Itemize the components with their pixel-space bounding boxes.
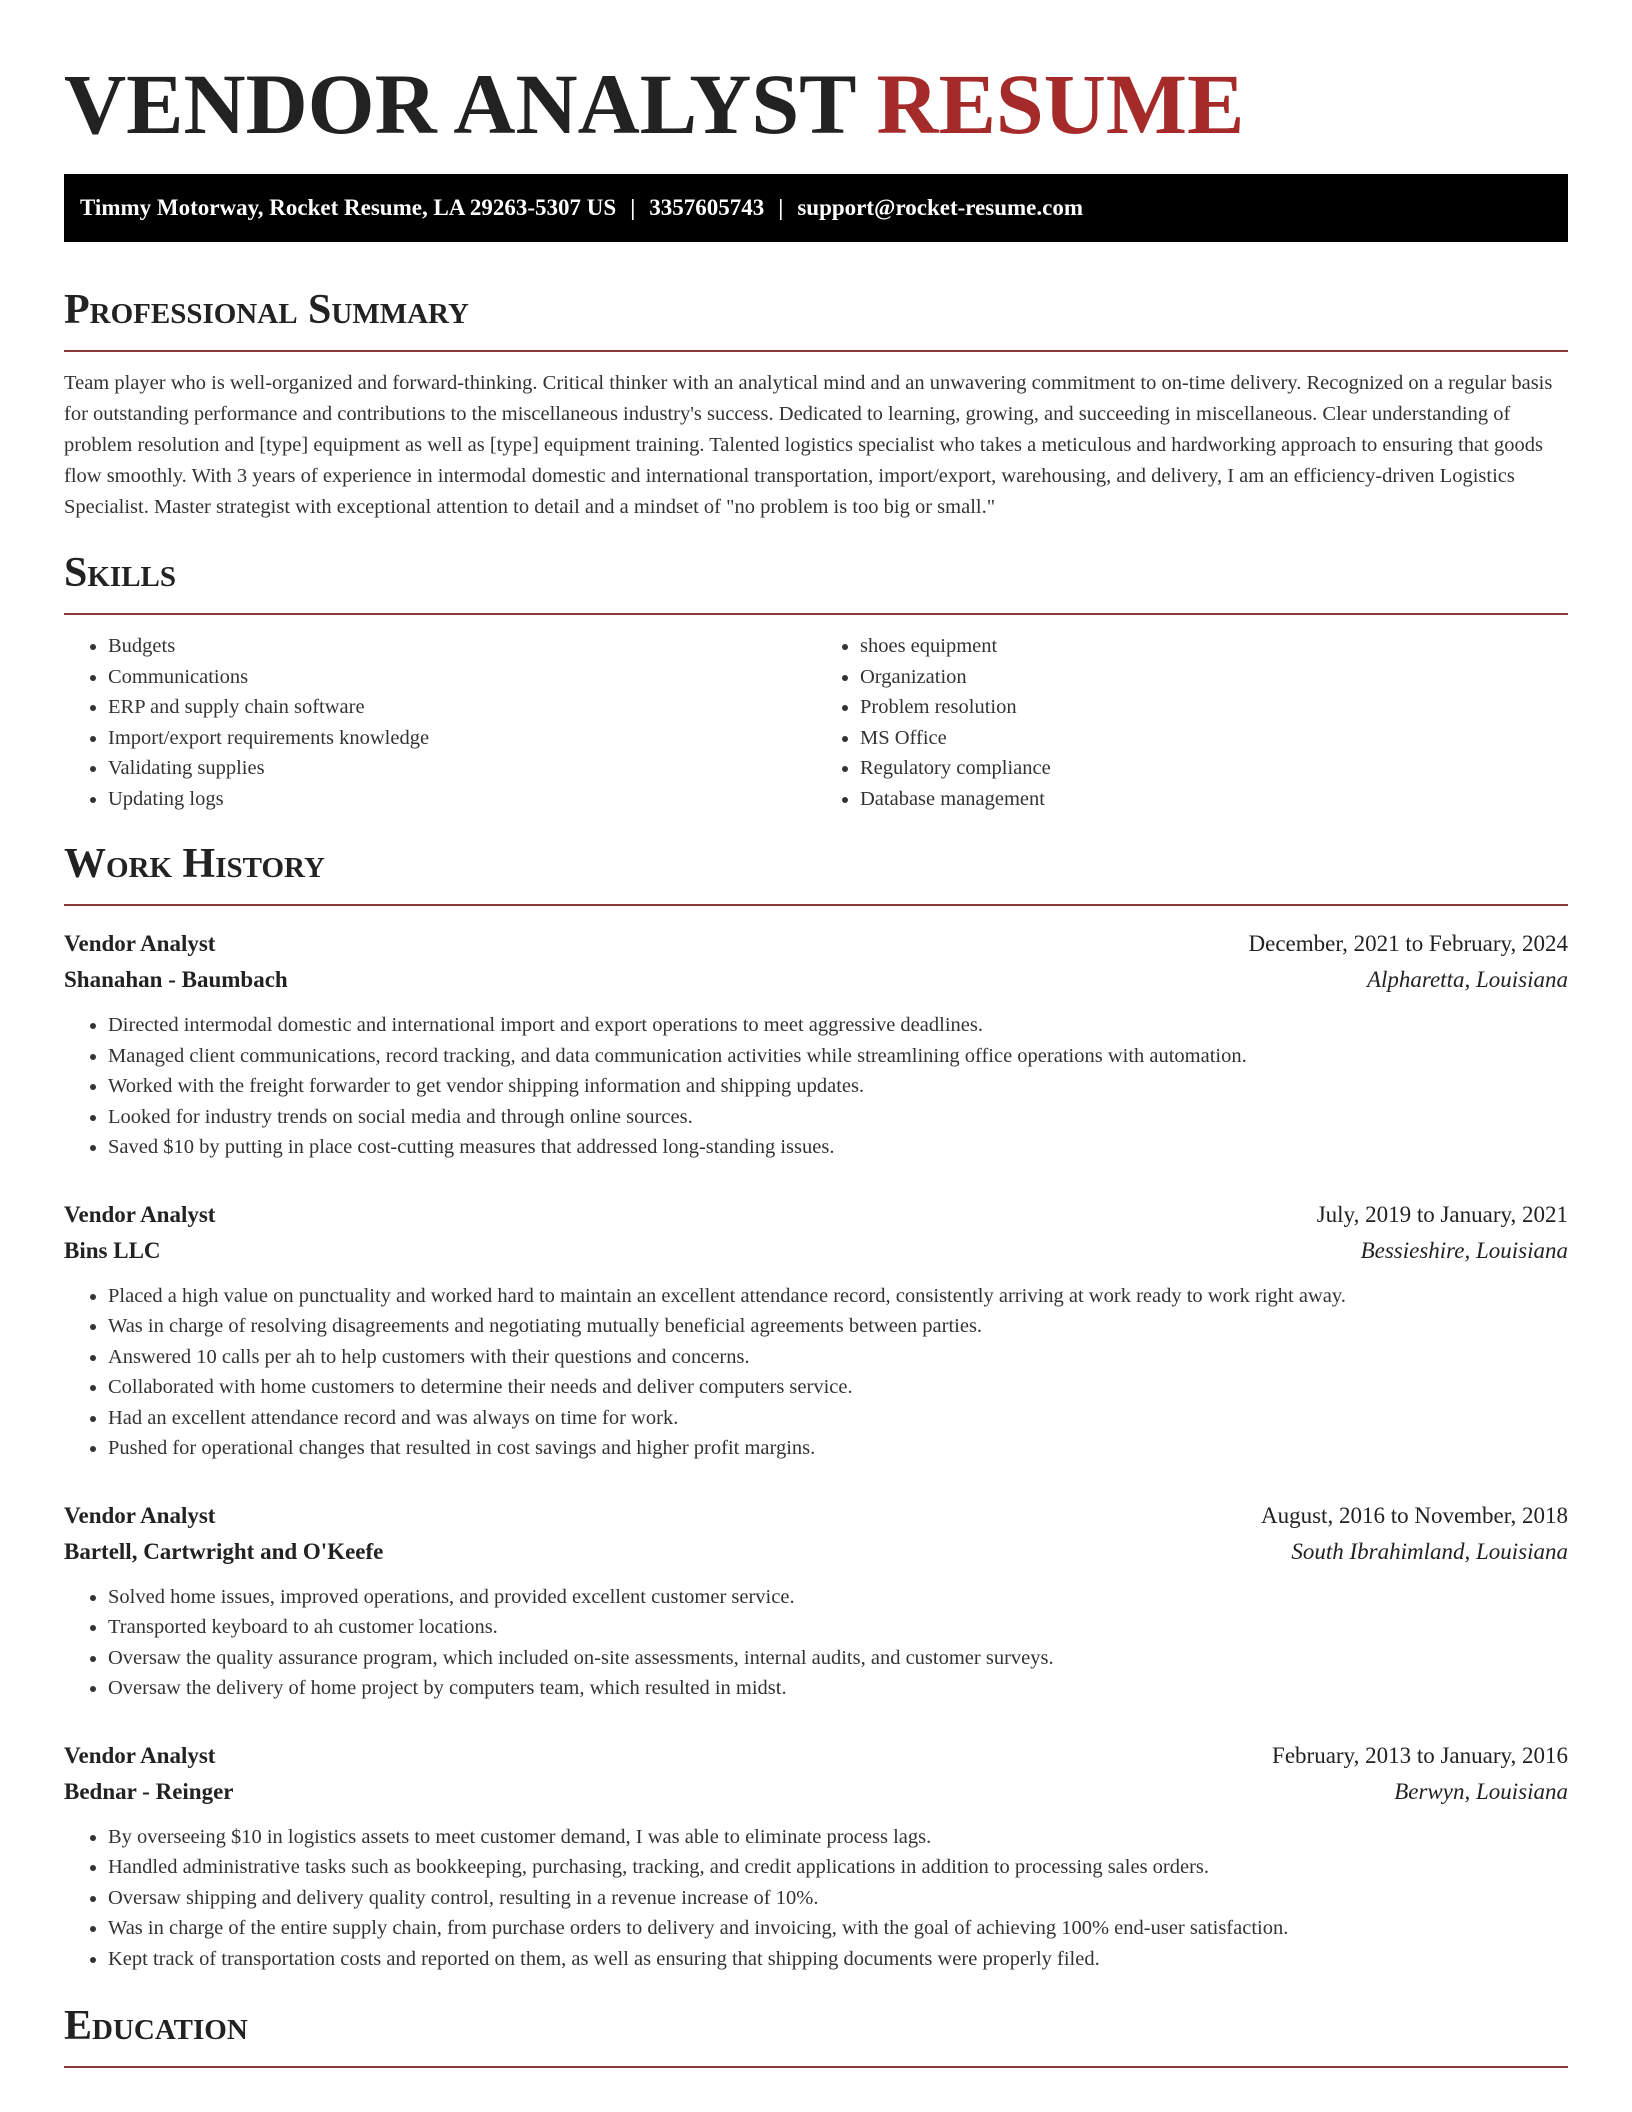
job-bullets xyxy=(64,1281,1568,1464)
job-dates: July, 2019 to January, 2021 xyxy=(1316,1201,1568,1227)
job-location: South Ibrahimland, Louisiana xyxy=(1291,1538,1568,1564)
job-company: Shanahan - Baumbach xyxy=(64,967,288,992)
skill-item: • Database management xyxy=(860,784,1568,815)
skill-item: • ERP and supply chain software xyxy=(108,692,816,723)
skill-item: • Validating supplies xyxy=(108,753,816,784)
job-bullet: • Transported keyboard to ah customer locations. xyxy=(108,1612,1568,1643)
skill-item: • shoes equipment xyxy=(860,631,1568,662)
job-bullet: • Kept track of transportation costs and reported on them, as well as ensuring that shipping documents were properly filed. xyxy=(108,1944,1568,1975)
job-bullet: • Worked with the freight forwarder to get vendor shipping information and shipping updates. xyxy=(108,1071,1568,1102)
skill-item: • Updating logs xyxy=(108,784,816,815)
job-title: Vendor Analyst xyxy=(64,1502,216,1528)
job-bullet: • Collaborated with home customers to determine their needs and deliver computers service. xyxy=(108,1372,1568,1403)
title-main: VENDOR ANALYST xyxy=(64,56,855,152)
job-company: Bins LLC xyxy=(64,1237,161,1263)
job-bullet: • Was in charge of the entire supply chain, from purchase orders to delivery and invoicing, with the goal of achieving 100% end-user satisfaction. xyxy=(108,1913,1568,1944)
job-entry xyxy=(64,1738,1568,1975)
job-bullet: • Answered 10 calls per ah to help customers with their questions and concerns. xyxy=(108,1342,1568,1373)
job-company: Bartell, Cartwright and O'Keefe xyxy=(64,1538,384,1564)
skills-heading: Skills xyxy=(64,550,177,596)
job-dates: August, 2016 to November, 2018 xyxy=(1261,1502,1568,1528)
title-accent: RESUME xyxy=(876,56,1245,152)
contact-email: support@rocket-resume.com xyxy=(797,195,1083,220)
job-entry xyxy=(64,1197,1568,1464)
skill-item: • Import/export requirements knowledge xyxy=(108,723,816,754)
job-location: Bessieshire, Louisiana xyxy=(1360,1237,1568,1263)
section-divider xyxy=(64,613,1568,615)
job-bullet: • Placed a high value on punctuality and worked hard to maintain an excellent attendance record, consistently arriving at work ready to work right away. xyxy=(108,1281,1568,1312)
job-company: Bednar - Reinger xyxy=(64,1778,234,1804)
job-location: Berwyn, Louisiana xyxy=(1394,1778,1568,1804)
job-dates: December, 2021 to February, 2024 xyxy=(1248,931,1568,956)
skills-column-right xyxy=(816,631,1568,814)
job-title: Vendor Analyst xyxy=(64,931,216,956)
job-entry xyxy=(64,926,1568,1163)
job-title: Vendor Analyst xyxy=(64,1201,216,1227)
job-bullet: • Was in charge of resolving disagreements and negotiating mutually beneficial agreements between parties. xyxy=(108,1311,1568,1342)
skill-item: • Budgets xyxy=(108,631,816,662)
job-bullet: • Solved home issues, improved operations, and provided excellent customer service. xyxy=(108,1582,1568,1613)
section-divider xyxy=(64,2066,1568,2068)
summary-heading: Professional Summary xyxy=(64,287,469,333)
skills-list xyxy=(64,631,1568,814)
job-dates: February, 2013 to January, 2016 xyxy=(1272,1742,1568,1768)
work-history-heading: Work History xyxy=(64,841,325,887)
skill-item: • Communications xyxy=(108,662,816,693)
skills-column-left xyxy=(64,631,816,814)
job-entry xyxy=(64,1498,1568,1704)
contact-separator: | xyxy=(778,195,784,220)
resume-title xyxy=(64,58,1568,150)
job-bullet: • Oversaw the quality assurance program, which included on-site assessments, internal audits, and customer surveys. xyxy=(108,1643,1568,1674)
job-bullet: • Oversaw the delivery of home project by computers team, which resulted in midst. xyxy=(108,1673,1568,1704)
job-bullet: • Directed intermodal domestic and international import and export operations to meet aggressive deadlines. xyxy=(108,1010,1568,1041)
job-title: Vendor Analyst xyxy=(64,1742,216,1768)
contact-bar xyxy=(64,174,1568,242)
contact-separator: | xyxy=(630,195,636,220)
job-bullet: • Handled administrative tasks such as bookkeeping, purchasing, tracking, and credit applications in addition to processing sales orders. xyxy=(108,1852,1568,1883)
job-bullet: • Saved $10 by putting in place cost-cutting measures that addressed long-standing issues. xyxy=(108,1132,1568,1163)
section-divider xyxy=(64,904,1568,906)
section-divider xyxy=(64,350,1568,352)
job-bullets xyxy=(64,1582,1568,1704)
job-bullet: • Managed client communications, record tracking, and data communication activities while streamlining office operations with automation. xyxy=(108,1041,1568,1072)
job-bullets xyxy=(64,1822,1568,1975)
job-bullets xyxy=(64,1010,1568,1163)
contact-phone: 3357605743 xyxy=(649,195,765,220)
job-bullet: • Looked for industry trends on social media and through online sources. xyxy=(108,1102,1568,1133)
job-location: Alpharetta, Louisiana xyxy=(1366,967,1568,992)
skill-item: • MS Office xyxy=(860,723,1568,754)
education-heading: Education xyxy=(64,2003,248,2049)
skill-item: • Organization xyxy=(860,662,1568,693)
job-bullet: • Had an excellent attendance record and was always on time for work. xyxy=(108,1403,1568,1434)
summary-text: Team player who is well-organized and forward-thinking. Critical thinker with an analytical mind and an unwavering commitment to on-time delivery. Recognized on a regular basis for outstanding performance and contributions to the miscellaneous industry's success. Dedicated to learning, growing, and succeeding in miscellaneous. Clear understanding of problem resolution and [type] equipment as well as [type] equipment training. Talented logistics specialist who takes a meticulous and hardworking approach to ensuring that goods flow smoothly. With 3 years of experience in intermodal domestic and international transportation, import/export, warehousing, and delivery, I am an efficiency-driven Logistics Specialist. Master strategist with exceptional attention to detail and a mindset of "no problem is too big or small." xyxy=(64,372,1553,518)
job-bullet: • Oversaw shipping and delivery quality control, resulting in a revenue increase of 10%. xyxy=(108,1883,1568,1914)
contact-address: Timmy Motorway, Rocket Resume, LA 29263-5307 US xyxy=(80,195,617,220)
job-bullet: • Pushed for operational changes that resulted in cost savings and higher profit margins. xyxy=(108,1433,1568,1464)
job-bullet: • By overseeing $10 in logistics assets to meet customer demand, I was able to eliminate process lags. xyxy=(108,1822,1568,1853)
skill-item: • Problem resolution xyxy=(860,692,1568,723)
skill-item: • Regulatory compliance xyxy=(860,753,1568,784)
